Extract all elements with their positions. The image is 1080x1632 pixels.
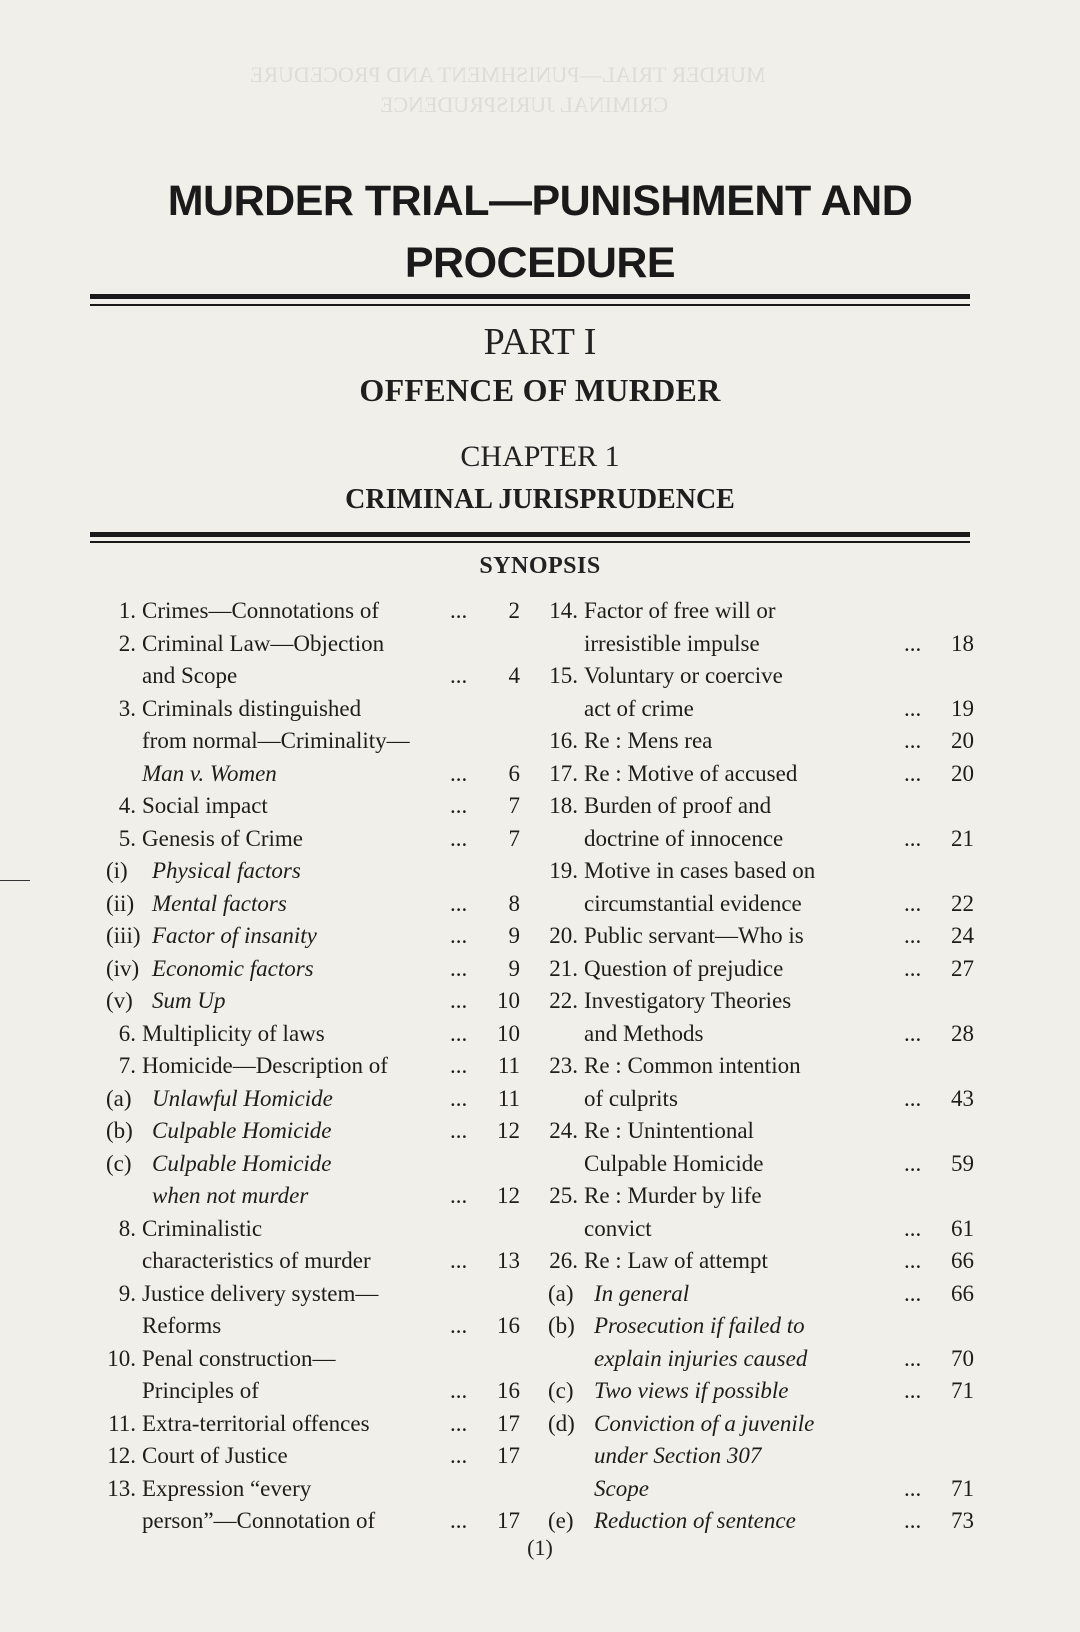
entry-text: Penal construction— <box>142 1345 336 1371</box>
entry-number: 2. <box>118 630 136 656</box>
entry-text: Principles of <box>142 1378 259 1403</box>
entry-page: 28 <box>951 1020 974 1046</box>
main-title-line-2: PROCEDURE <box>404 239 676 287</box>
entry-text: Criminalistic <box>142 1215 263 1241</box>
entry-leader-dots: ... <box>450 663 468 688</box>
entry-text: Man v. Women <box>142 760 277 786</box>
entry-text: of culprits <box>584 1085 678 1111</box>
synopsis-entry-line <box>542 1245 974 1278</box>
entry-page: 10 <box>497 1020 520 1046</box>
entry-text: from normal—Criminality— <box>142 728 410 753</box>
entry-leader-dots: ... <box>450 1410 468 1436</box>
synopsis-entry-line <box>542 1505 974 1538</box>
synopsis-entry-line <box>542 1440 974 1473</box>
entry-text: Conviction of a juvenile <box>594 1410 815 1436</box>
entry-number: (b) <box>106 1118 133 1143</box>
entry-leader-dots: ... <box>450 760 468 786</box>
entry-text: Motive in cases based on <box>584 858 816 883</box>
entry-text: Criminals distinguished <box>142 695 362 721</box>
synopsis-entry-line <box>100 1245 520 1278</box>
entry-text: Re : Unintentional <box>584 1118 754 1143</box>
entry-page: 18 <box>951 630 974 656</box>
title-rule-thick <box>90 294 970 299</box>
main-title <box>90 170 990 294</box>
entry-text: convict <box>584 1215 652 1241</box>
entry-leader-dots: ... <box>450 1248 468 1273</box>
synopsis-entry-line <box>100 725 520 758</box>
entry-text: Unlawful Homicide <box>152 1085 333 1111</box>
part-subtitle: OFFENCE OF MURDER <box>359 372 721 408</box>
entry-page: 9 <box>508 955 520 981</box>
synopsis-entry-line <box>100 1375 520 1408</box>
entry-text: Homicide—Description of <box>142 1053 388 1078</box>
entry-text: Physical factors <box>152 858 301 883</box>
entry-text: under Section 307 <box>594 1443 762 1468</box>
synopsis-entry-line <box>542 1050 974 1083</box>
entry-leader-dots: ... <box>904 825 922 851</box>
synopsis-entry-line <box>542 693 974 726</box>
entry-page: 7 <box>508 793 520 818</box>
entry-number: 3. <box>118 695 136 721</box>
entry-page: 13 <box>497 1248 520 1273</box>
show-through-text: MURDER TRIAL—PUNISHMENT AND PROCEDURE <box>250 62 766 87</box>
entry-number: 26. <box>549 1248 578 1273</box>
entry-leader-dots: ... <box>450 793 468 818</box>
entry-page: 43 <box>951 1085 974 1111</box>
synopsis-entry-line <box>542 1018 974 1051</box>
entry-text: Scope <box>594 1475 649 1501</box>
entry-page: 20 <box>951 728 974 753</box>
synopsis-entry-line <box>542 595 974 628</box>
entry-text: Reforms <box>142 1313 222 1338</box>
entry-text: Re : Murder by life <box>584 1183 762 1208</box>
entry-text: Factor of insanity <box>152 923 317 948</box>
synopsis-entry-line <box>542 1083 974 1116</box>
synopsis-entry-line <box>542 1343 974 1376</box>
entry-leader-dots: ... <box>450 1118 468 1143</box>
entry-page: 17 <box>497 1443 520 1468</box>
entry-leader-dots: ... <box>904 1475 922 1501</box>
synopsis-entry-line <box>100 595 520 628</box>
entry-page: 17 <box>497 1410 520 1436</box>
main-title-line-1: MURDER TRIAL—PUNISHMENT AND <box>167 177 913 225</box>
synopsis-entry-line <box>100 1018 520 1051</box>
synopsis-entry-line <box>100 790 520 823</box>
entry-leader-dots: ... <box>450 1378 468 1403</box>
entry-text: and Scope <box>142 663 238 688</box>
entry-leader-dots: ... <box>450 1053 468 1078</box>
entry-text: Voluntary or coercive <box>584 663 783 688</box>
entry-page: 6 <box>508 760 520 786</box>
synopsis-entry-line <box>542 953 974 986</box>
title-rule-thin <box>90 304 970 306</box>
entry-text: doctrine of innocence <box>584 825 784 851</box>
entry-page: 8 <box>508 890 520 916</box>
entry-number: 21. <box>549 955 578 981</box>
synopsis-entry-line <box>100 1473 520 1506</box>
entry-page: 61 <box>951 1215 974 1241</box>
synopsis-entry-line <box>100 1408 520 1441</box>
entry-page: 17 <box>497 1508 520 1533</box>
entry-number: 14. <box>549 598 578 623</box>
synopsis-entry-line <box>100 693 520 726</box>
synopsis-entry-line <box>542 855 974 888</box>
entry-leader-dots: ... <box>450 988 468 1013</box>
entry-text: Mental factors <box>152 890 287 916</box>
entry-number: (iv) <box>106 955 140 981</box>
entry-text: Investigatory Theories <box>584 988 792 1013</box>
synopsis-entry-line <box>100 1213 520 1246</box>
entry-page: 71 <box>951 1475 974 1501</box>
synopsis-entry-line <box>542 920 974 953</box>
chapter-rule-thin <box>90 541 970 543</box>
synopsis-entry-line <box>100 758 520 791</box>
entry-page: 27 <box>951 955 974 981</box>
show-through-text: CRIMINAL JURISPRUDENCE <box>380 92 669 117</box>
entry-number: 11. <box>108 1410 136 1436</box>
entry-number: 5. <box>118 825 136 851</box>
synopsis-entry-line <box>100 953 520 986</box>
entry-number: 4. <box>118 793 136 818</box>
synopsis-entry-line <box>542 1375 974 1408</box>
synopsis-entry-line <box>100 1050 520 1083</box>
entry-leader-dots: ... <box>904 1215 922 1241</box>
synopsis-entry-line <box>542 725 974 758</box>
entry-text: Multiplicity of laws <box>142 1020 325 1046</box>
entry-text: Public servant—Who is <box>584 923 804 948</box>
synopsis-heading: SYNOPSIS <box>479 553 601 579</box>
entry-page: 16 <box>497 1313 520 1338</box>
entry-text: Factor of free will or <box>584 598 776 623</box>
synopsis-entry-line <box>100 1180 520 1213</box>
entry-text: Expression “every <box>142 1475 312 1501</box>
entry-number: 10. <box>107 1345 136 1371</box>
entry-leader-dots: ... <box>450 890 468 916</box>
synopsis-entry-line <box>100 1115 520 1148</box>
entry-text: Justice delivery system— <box>142 1280 379 1306</box>
entry-page: 2 <box>508 598 520 623</box>
chapter-title: CHAPTER 1 <box>460 440 620 473</box>
synopsis-entry-line <box>542 1278 974 1311</box>
entry-page: 4 <box>508 663 520 688</box>
synopsis-entry-line <box>542 1213 974 1246</box>
synopsis-entry-line <box>100 823 520 856</box>
synopsis-entry-line <box>100 985 520 1018</box>
entry-text: Sum Up <box>152 988 226 1013</box>
entry-page: 11 <box>497 1053 520 1078</box>
entry-leader-dots: ... <box>904 1508 922 1533</box>
page-number: (1) <box>527 1535 553 1560</box>
entry-text: Extra-territorial offences <box>142 1410 370 1436</box>
synopsis-entry-line <box>542 660 974 693</box>
entry-text: person”—Connotation of <box>142 1508 376 1533</box>
synopsis-entry-line <box>542 758 974 791</box>
entry-number: 7. <box>118 1053 136 1078</box>
entry-number: 9. <box>118 1280 136 1306</box>
entry-page: 73 <box>951 1508 974 1533</box>
synopsis-entry-line <box>542 823 974 856</box>
entry-leader-dots: ... <box>904 695 922 721</box>
entry-text: circumstantial evidence <box>584 890 802 916</box>
synopsis-entry-line <box>542 888 974 921</box>
entry-leader-dots: ... <box>904 1280 922 1306</box>
entry-leader-dots: ... <box>904 1085 922 1111</box>
entry-leader-dots: ... <box>904 1020 922 1046</box>
entry-page: 12 <box>497 1183 520 1208</box>
synopsis-entry-line <box>542 1148 974 1181</box>
entry-number: (b) <box>548 1313 575 1338</box>
entry-number: (v) <box>106 988 133 1013</box>
synopsis-entry-line <box>542 790 974 823</box>
synopsis-entry-line <box>100 920 520 953</box>
synopsis-entry-line <box>100 1343 520 1376</box>
entry-leader-dots: ... <box>904 1345 922 1371</box>
synopsis-entry-line <box>100 855 520 888</box>
entry-leader-dots: ... <box>904 1248 922 1273</box>
entry-number: 24. <box>549 1118 578 1143</box>
synopsis-entry-line <box>100 1440 520 1473</box>
chapter-rule-thick <box>90 532 970 537</box>
entry-text: Two views if possible <box>594 1378 789 1403</box>
entry-number: (d) <box>548 1410 575 1436</box>
synopsis-entry-line <box>100 888 520 921</box>
entry-text: Genesis of Crime <box>142 825 303 851</box>
entry-leader-dots: ... <box>450 923 468 948</box>
synopsis-entry-line <box>100 1278 520 1311</box>
entry-page: 59 <box>951 1150 974 1176</box>
entry-leader-dots: ... <box>450 825 468 851</box>
entry-leader-dots: ... <box>450 1508 468 1533</box>
entry-page: 11 <box>497 1085 520 1111</box>
entry-text: explain injuries caused <box>594 1345 808 1371</box>
entry-text: Burden of proof and <box>584 793 772 818</box>
entry-page: 9 <box>508 923 520 948</box>
entry-text: Re : Mens rea <box>584 728 713 753</box>
entry-text: characteristics of murder <box>142 1248 371 1273</box>
entry-text: Question of prejudice <box>584 955 784 981</box>
entry-number: 6. <box>118 1020 136 1046</box>
entry-text: act of crime <box>584 695 694 721</box>
synopsis-entry-line <box>100 1505 520 1538</box>
synopsis-entry-line <box>542 1310 974 1343</box>
synopsis-entry-line <box>100 660 520 693</box>
entry-number: 25. <box>549 1183 578 1208</box>
entry-text: Culpable Homicide <box>152 1118 332 1143</box>
entry-number: (c) <box>106 1150 132 1176</box>
entry-number: 1. <box>118 598 136 623</box>
entry-leader-dots: ... <box>450 1085 468 1111</box>
synopsis-right-column <box>542 595 974 1538</box>
synopsis-entry-line <box>542 628 974 661</box>
entry-leader-dots: ... <box>904 728 922 753</box>
entry-text: Re : Common intention <box>584 1053 801 1078</box>
entry-number: (e) <box>548 1508 574 1533</box>
entry-number: 12. <box>107 1443 136 1468</box>
entry-text: irresistible impulse <box>584 630 760 656</box>
entry-text: Re : Law of attempt <box>584 1248 768 1273</box>
entry-leader-dots: ... <box>904 1150 922 1176</box>
entry-page: 16 <box>497 1378 520 1403</box>
entry-page: 70 <box>951 1345 974 1371</box>
synopsis-entry-line <box>542 1473 974 1506</box>
entry-text: Social impact <box>142 793 268 818</box>
entry-leader-dots: ... <box>904 890 922 916</box>
entry-text: Economic factors <box>152 955 314 981</box>
synopsis-left-column <box>100 595 520 1538</box>
entry-number: (i) <box>106 858 128 883</box>
synopsis-entry-line <box>542 1408 974 1441</box>
entry-leader-dots: ... <box>450 955 468 981</box>
entry-text: In general <box>594 1280 690 1306</box>
entry-page: 21 <box>951 825 974 851</box>
entry-page: 22 <box>951 890 974 916</box>
entry-number: 18. <box>549 793 578 818</box>
synopsis-entry-line <box>100 628 520 661</box>
entry-leader-dots: ... <box>904 1378 922 1403</box>
entry-leader-dots: ... <box>450 1313 468 1338</box>
part-title: PART I <box>483 321 597 363</box>
entry-number: 17. <box>549 760 578 786</box>
entry-number: (a) <box>106 1085 132 1111</box>
entry-page: 19 <box>951 695 974 721</box>
entry-page: 66 <box>951 1248 974 1273</box>
entry-page: 71 <box>951 1378 974 1403</box>
entry-leader-dots: ... <box>450 1020 468 1046</box>
entry-text: Prosecution if failed to <box>594 1313 805 1338</box>
entry-number: (iii) <box>106 923 141 948</box>
entry-number: 22. <box>549 988 578 1013</box>
synopsis-entry-line <box>100 1148 520 1181</box>
entry-text: when not murder <box>152 1183 309 1208</box>
entry-number: 19. <box>549 858 578 883</box>
entry-number: 15. <box>549 663 578 688</box>
entry-number: 20. <box>549 923 578 948</box>
entry-leader-dots: ... <box>904 955 922 981</box>
entry-text: and Methods <box>584 1020 704 1046</box>
entry-number: 13. <box>107 1475 136 1501</box>
entry-number: (ii) <box>106 890 135 916</box>
synopsis-entry-line <box>542 985 974 1018</box>
entry-page: 20 <box>951 760 974 786</box>
entry-page: 12 <box>497 1118 520 1143</box>
chapter-subtitle: CRIMINAL JURISPRUDENCE <box>345 484 735 515</box>
entry-leader-dots: ... <box>450 1183 468 1208</box>
entry-text: Court of Justice <box>142 1443 288 1468</box>
entry-text: Crimes—Connotations of <box>142 598 380 623</box>
entry-page: 7 <box>508 825 520 851</box>
entry-leader-dots: ... <box>450 598 468 623</box>
synopsis-entry-line <box>542 1115 974 1148</box>
entry-number: 8. <box>118 1215 136 1241</box>
entry-number: (c) <box>548 1378 574 1403</box>
entry-number: 23. <box>549 1053 578 1078</box>
entry-number: (a) <box>548 1280 574 1306</box>
entry-text: Criminal Law—Objection <box>142 630 385 656</box>
entry-leader-dots: ... <box>450 1443 468 1468</box>
entry-number: 16. <box>549 728 578 753</box>
entry-text: Culpable Homicide <box>152 1150 332 1176</box>
entry-text: Re : Motive of accused <box>584 760 798 786</box>
synopsis-entry-line <box>100 1310 520 1343</box>
entry-leader-dots: ... <box>904 923 922 948</box>
entry-text: Reduction of sentence <box>594 1508 796 1533</box>
entry-leader-dots: ... <box>904 760 922 786</box>
synopsis-entry-line <box>100 1083 520 1116</box>
synopsis-entry-line <box>542 1180 974 1213</box>
margin-mark <box>0 880 30 881</box>
entry-leader-dots: ... <box>904 630 922 656</box>
entry-page: 66 <box>951 1280 974 1306</box>
entry-text: Culpable Homicide <box>584 1150 764 1176</box>
entry-page: 10 <box>497 988 520 1013</box>
entry-page: 24 <box>951 923 974 948</box>
